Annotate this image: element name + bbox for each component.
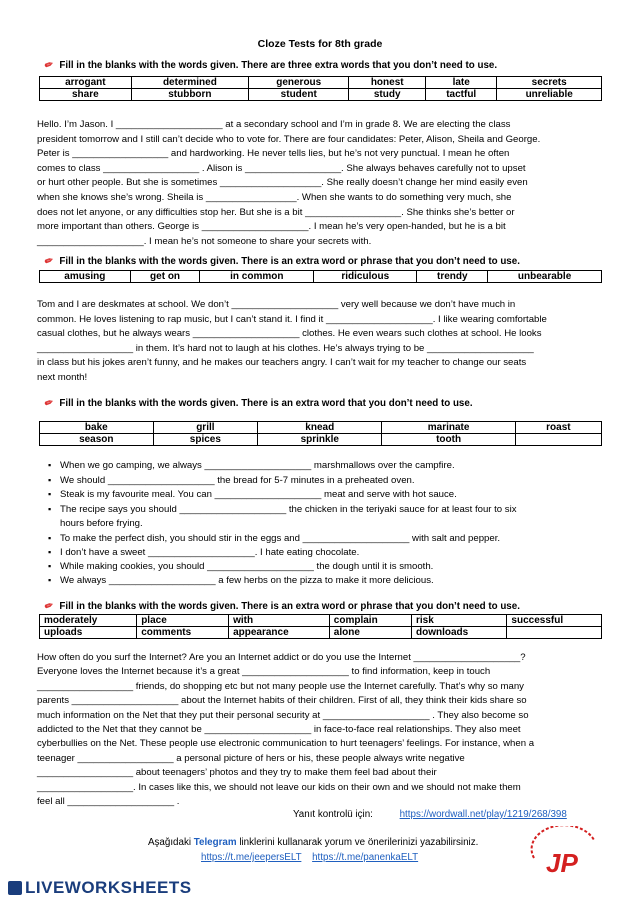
bullet-item: ▪ Steak is my favourite meal. You can ____________________ meat and serve with hot sauce.: [60, 489, 457, 500]
passage-line: does not let anyone, or any difficulties stop her. But she is a bit __________________. She thinks she’s better or: [37, 206, 515, 218]
word-cell: unreliable: [497, 89, 602, 101]
bullet-item: ▪ To make the perfect dish, you should stir in the eggs and ____________________ with salt and pepper.: [60, 533, 500, 544]
passage-line: How often do you surf the Internet? Are you an Internet addict or do you use the Internet ____________________?: [37, 652, 526, 663]
passage-line: __________________ about teenagers’ photos and they try to make them feel bad about their: [37, 767, 437, 779]
passage-line: addicted to the Net that they cannot be ____________________ in face-to-face real relationships. They also meet: [37, 724, 521, 736]
bullet-item: ▪ When we go camping, we always ____________________ marshmallows over the campfire.: [60, 460, 455, 471]
word-cell: bake: [40, 422, 154, 434]
section2-instruction: ✏ Fill in the blanks with the words given. There is an extra word or phrase that you don’t need to use.: [43, 254, 520, 269]
passage-line: in class but his jokes aren’t funny, and he makes our teachers angry. I can’t wait for my teacher to change our seats: [37, 357, 527, 369]
passage-line: president tomorrow and I still can’t decide who to vote for. There are four candidates: Peter, Alison, Sheila and George.: [37, 133, 541, 145]
section4-instruction: ✏ Fill in the blanks with the words given. There is an extra word or phrase that you don’t need to use.: [43, 599, 520, 614]
passage-line: common. He loves listening to rap music, but I can’t stand it. I find it ____________________. I like wearing comfortable: [37, 313, 547, 325]
word-cell: marinate: [382, 422, 515, 434]
answer-check-row: [293, 809, 567, 820]
word-row: [40, 77, 602, 89]
telegram-links: [201, 852, 418, 863]
word-cell: with: [229, 615, 330, 627]
passage-line: or hurt other people. But she is sometimes ___________________. She really doesn’t change her mind easily even: [37, 177, 528, 189]
word-cell: arrogant: [40, 77, 132, 89]
passage-line: teenager __________________ a personal picture of hers or his, these people always write negative: [37, 752, 465, 764]
word-cell: student: [249, 89, 349, 101]
bullet-item: ▪ We always ____________________ a few herbs on the pizza to make it more delicious.: [60, 575, 434, 586]
word-cell: ridiculous: [314, 271, 417, 283]
section2-word-table: [39, 270, 602, 283]
section1-instruction: ✏ Fill in the blanks with the words given. There are three extra words that you don’t need to use.: [43, 58, 498, 73]
passage-line: when she knows she’s wrong. Sheila is _________________. When she wants to do something very much, she: [37, 191, 512, 203]
passage-line: feel all ____________________ .: [37, 796, 180, 808]
word-cell: study: [349, 89, 426, 101]
page-title: Cloze Tests for 8th grade: [257, 38, 383, 50]
telegram-link-jeepers[interactable]: https://t.me/jeepersELT: [201, 852, 302, 863]
word-cell: moderately: [40, 615, 137, 627]
section3-word-table: [39, 421, 602, 446]
passage-line: __________________ in them. It’s hard not to laugh at his clothes. He’s always trying to be ____________________: [37, 342, 534, 354]
passage-line: Hello. I’m Jason. I ____________________ at a secondary school and I’m in grade 8. We are electing the class: [37, 119, 511, 130]
word-cell: tactful: [426, 89, 497, 101]
answer-check-link[interactable]: https://wordwall.net/play/1219/268/398: [399, 809, 567, 820]
word-cell: honest: [349, 77, 426, 89]
pencil-icon: ✏: [43, 254, 56, 269]
passage-line: parents ____________________ about the Internet habits of their children. First of all, they think their kids share so: [37, 695, 527, 707]
word-cell: season: [40, 434, 154, 446]
word-row: [40, 615, 602, 627]
word-cell: generous: [249, 77, 349, 89]
section1-passage: [37, 118, 603, 249]
word-cell: sprinkle: [258, 434, 382, 446]
bullet-continuation: hours before frying.: [60, 518, 143, 529]
word-cell: appearance: [229, 627, 330, 639]
liveworksheets-logo-icon: [8, 881, 22, 895]
word-cell: place: [137, 615, 229, 627]
section4-word-table: [39, 614, 602, 639]
passage-line: __________________ friends, do shopping etc but not many people use the Internet carefully. That’s why so many: [37, 680, 524, 692]
word-cell: roast: [515, 422, 601, 434]
word-cell: stubborn: [131, 89, 248, 101]
word-cell: determined: [131, 77, 248, 89]
word-row: [40, 422, 602, 434]
word-cell: alone: [329, 627, 411, 639]
word-row: [40, 271, 602, 283]
telegram-link-panenka[interactable]: https://t.me/panenkaELT: [312, 852, 419, 863]
word-row: [40, 627, 602, 639]
passage-line: Everyone loves the Internet because it’s a great ____________________ to find information, keep in touch: [37, 666, 491, 678]
word-cell: comments: [137, 627, 229, 639]
passage-line: next month!: [37, 371, 88, 383]
word-cell: risk: [412, 615, 507, 627]
passage-line: cyberbullies on the Net. These people use electronic communication to hurt teenagers’ feelings. For instance, when a: [37, 738, 535, 750]
jp-logo-icon: [528, 826, 606, 878]
telegram-word: Telegram: [193, 837, 237, 848]
word-cell: complain: [329, 615, 411, 627]
liveworksheets-brand: LIVEWORKSHEETS: [8, 878, 192, 898]
word-cell: grill: [153, 422, 258, 434]
pencil-icon: ✏: [43, 58, 56, 73]
bullet-item: ▪ While making cookies, you should ____________________ the dough until it is smooth.: [60, 561, 433, 572]
word-cell: successful: [507, 615, 602, 627]
section4-passage: [37, 651, 603, 809]
word-cell: get on: [130, 271, 200, 283]
passage-line: more important than others. George is ____________________. I mean he’s very open-handed, but he is a bit: [37, 221, 506, 233]
passage-line: ____________________. I mean he’s not someone to share your secrets with.: [37, 235, 372, 247]
section3-instruction: ✏ Fill in the blanks with the words given. There is an extra word that you don’t need to use.: [43, 396, 473, 411]
word-row: [40, 89, 602, 101]
passage-line: comes to class __________________ . Alison is __________________. She always behaves carefully not to upset: [37, 162, 526, 174]
word-cell: tooth: [382, 434, 515, 446]
pencil-icon: ✏: [43, 599, 56, 614]
bullet-item: ▪ We should ____________________ the bread for 5-7 minutes in a preheated oven.: [60, 475, 415, 486]
word-cell: share: [40, 89, 132, 101]
section1-word-table: [39, 76, 602, 101]
passage-line: casual clothes, but he always wears ____________________ clothes. He even wears such clothes at school. He looks: [37, 328, 542, 340]
word-cell: unbearable: [488, 271, 602, 283]
word-cell: in common: [200, 271, 314, 283]
word-cell: [515, 434, 601, 446]
word-cell: [507, 627, 602, 639]
telegram-note: Aşağıdaki Telegram linklerini kullanarak yorum ve önerilerinizi yazabilirsiniz.: [148, 837, 479, 848]
word-cell: uploads: [40, 627, 137, 639]
word-cell: downloads: [412, 627, 507, 639]
word-cell: amusing: [40, 271, 131, 283]
pencil-icon: ✏: [43, 396, 56, 411]
word-cell: secrets: [497, 77, 602, 89]
jp-logo-text: JP: [546, 848, 578, 878]
section2-passage: [37, 298, 603, 386]
answer-check-label: Yanıt kontrolü için:: [293, 809, 373, 820]
word-cell: late: [426, 77, 497, 89]
word-row: [40, 434, 602, 446]
word-cell: trendy: [417, 271, 488, 283]
passage-line: Peter is __________________ and hardworking. He never tells lies, but he’s not very punctual. I mean he often: [37, 148, 510, 160]
word-cell: knead: [258, 422, 382, 434]
passage-line: Tom and I are deskmates at school. We don’t ____________________ very well because we don’t have much in: [37, 299, 516, 310]
passage-line: much information on the Net that they put their personal security at ____________________ . They also become so: [37, 709, 529, 721]
bullet-item: ▪ I don’t have a sweet ____________________. I hate eating chocolate.: [60, 547, 359, 558]
word-cell: spices: [153, 434, 258, 446]
passage-line: __________________. In cases like this, we should not leave our kids on their own and we should not make them: [37, 781, 521, 793]
bullet-item: ▪ The recipe says you should ____________________ the chicken in the teriyaki sauce for at least four to six: [60, 504, 517, 515]
